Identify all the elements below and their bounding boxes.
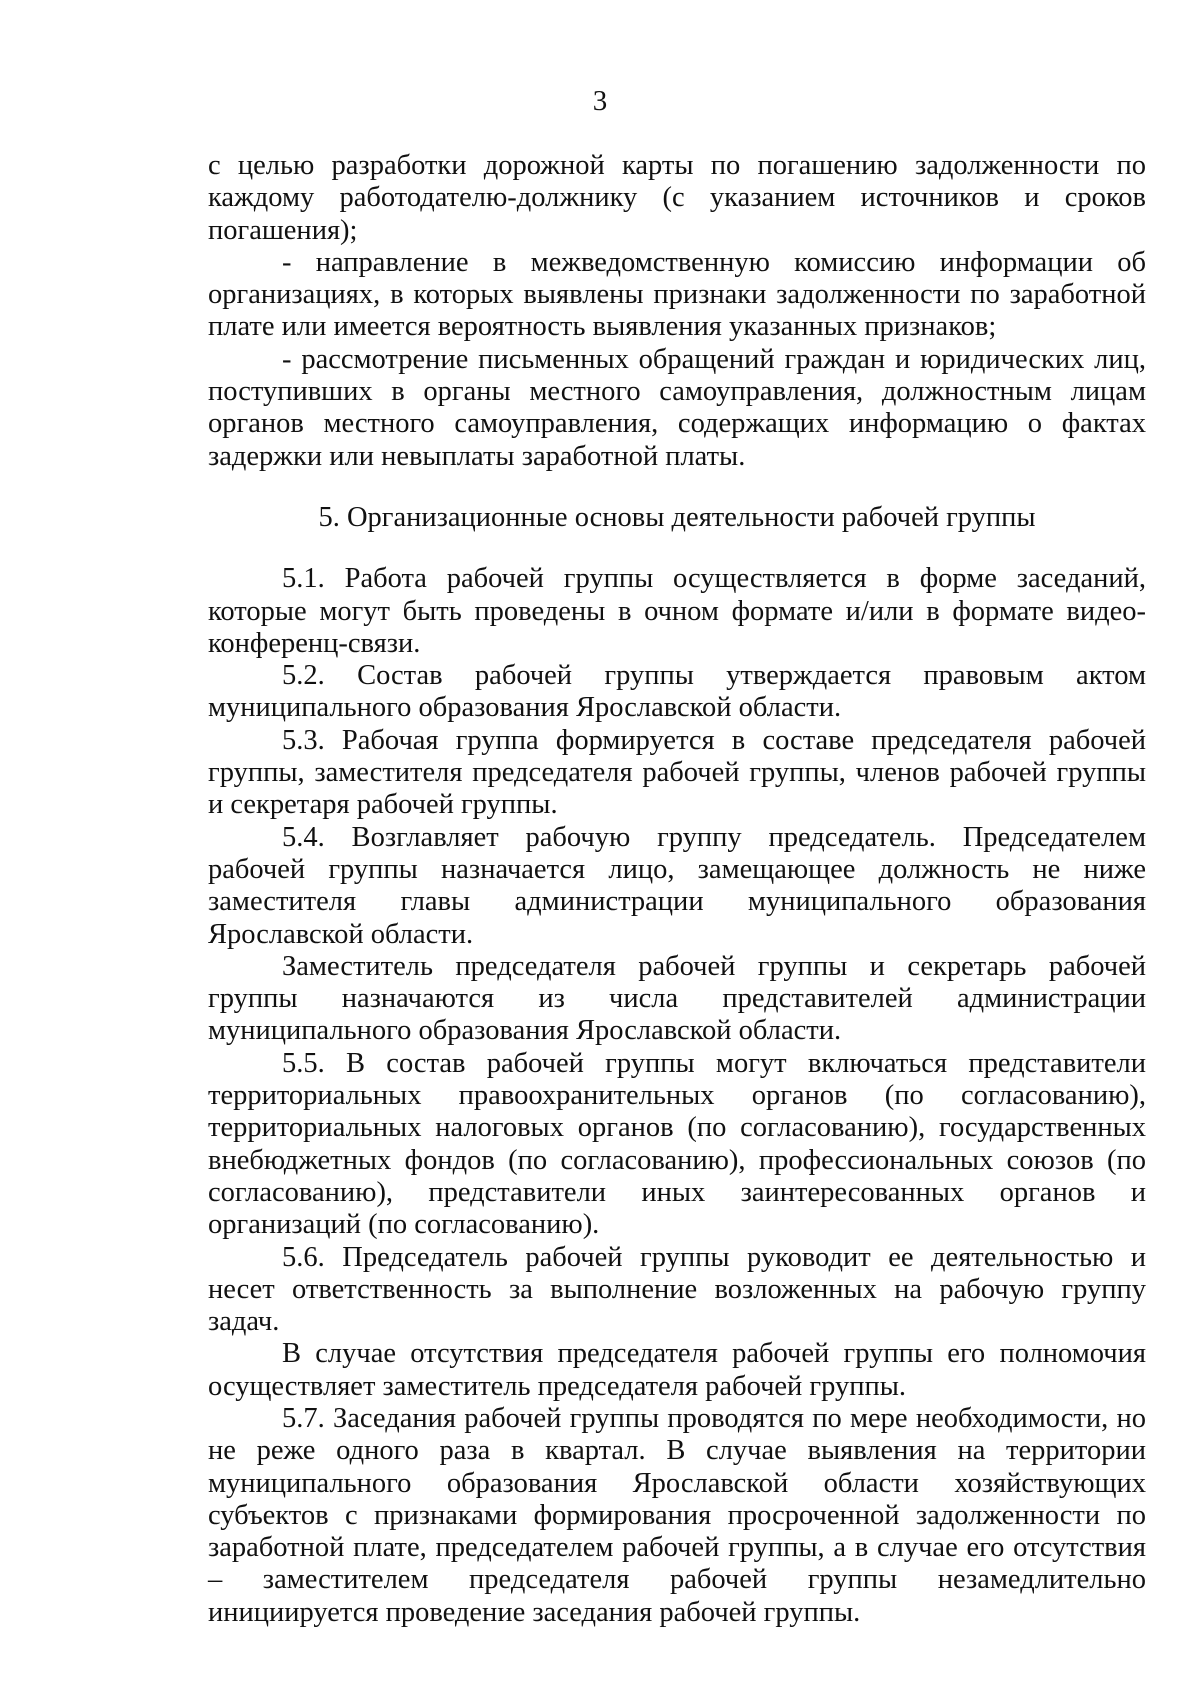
paragraph-5-3: 5.3. Рабочая группа формируется в составе председателя рабочей группы, заместителя председателя рабочей группы, членов рабочей группы и секретаря рабочей группы. xyxy=(208,724,1146,821)
document-body xyxy=(208,150,1146,1629)
paragraph-5-2: 5.2. Состав рабочей группы утверждается правовым актом муниципального образования Ярославской области. xyxy=(208,660,1146,724)
paragraph-5-7: 5.7. Заседания рабочей группы проводятся по мере необходимости, но не реже одного раза в квартал. В случае выявления на территории муниципального образования Ярославской области хозяйствующих субъектов с признаками формирования просроченной задолженности по заработной плате, председателем рабочей группы, а в случае его отсутствия – заместителем председателя рабочей группы незамедлительно инициируется проведение заседания рабочей группы. xyxy=(208,1402,1146,1628)
paragraph-5-6-absence: В случае отсутствия председателя рабочей группы его полномочия осуществляет заместитель председателя рабочей группы. xyxy=(208,1338,1146,1402)
paragraph-5-4: 5.4. Возглавляет рабочую группу председатель. Председателем рабочей группы назначается лицо, замещающее должность не ниже заместителя главы администрации муниципального образования Ярославской области. xyxy=(208,821,1146,950)
page-number: 3 xyxy=(592,85,608,117)
paragraph-5-4-deputy: Заместитель председателя рабочей группы и секретарь рабочей группы назначаются из числа представителей администрации муниципального образования Ярославской области. xyxy=(208,950,1146,1047)
paragraph-written-appeals: - рассмотрение письменных обращений граждан и юридических лиц, поступивших в органы местного самоуправления, должностным лицам органов местного самоуправления, содержащих информацию о фактах задержки или невыплаты заработной платы. xyxy=(208,343,1146,472)
section-title: 5. Организационные основы деятельности рабочей группы xyxy=(318,501,1036,533)
paragraph-roadmap-continuation: с целью разработки дорожной карты по погашению задолженности по каждому работодателю-должнику (с указанием источников и сроков погашения); xyxy=(208,150,1146,246)
paragraph-interagency-commission: - направление в межведомственную комиссию информации об организациях, в которых выявлены признаки задолженности по заработной плате или имеется вероятность выявления указанных признаков; xyxy=(208,246,1146,343)
paragraph-5-6: 5.6. Председатель рабочей группы руководит ее деятельностью и несет ответственность за выполнение возложенных на рабочую группу задач. xyxy=(208,1241,1146,1338)
paragraph-5-1: 5.1. Работа рабочей группы осуществляется в форме заседаний, которые могут быть проведены в очном формате и/или в формате видео-конференц-связи. xyxy=(208,563,1146,659)
paragraph-5-5: 5.5. В состав рабочей группы могут включаться представители территориальных правоохранительных органов (по согласованию), территориальных налоговых органов (по согласованию), государственных внебюджетных фондов (по согласованию), профессиональных союзов (по согласованию), представители иных заинтересованных органов и организаций (по согласованию). xyxy=(208,1047,1146,1241)
